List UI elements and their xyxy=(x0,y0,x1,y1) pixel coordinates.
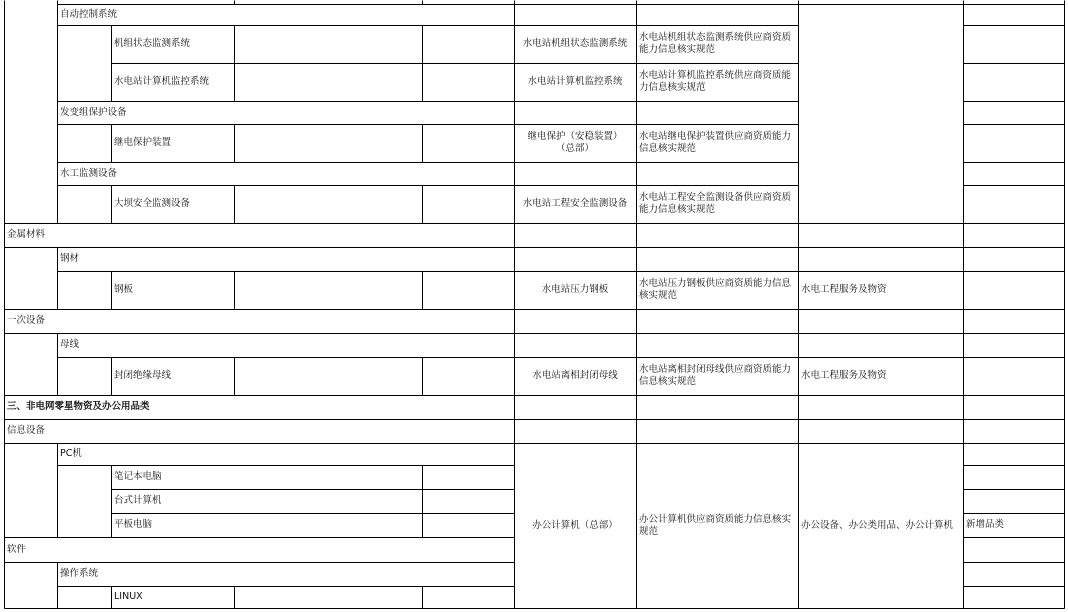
spec-cell: 水电站继电保护装置供应商资质能力信息核实规范 xyxy=(639,131,792,154)
remark-cell: 新增品类 xyxy=(966,519,1005,530)
spec-cell: 水电站离相封闭母线供应商资质能力信息核实规范 xyxy=(639,364,792,387)
level2-cell: PC机 xyxy=(60,448,82,459)
level3-cell: 钢板 xyxy=(114,284,134,295)
spec-cell: 水电站机组状态监测系统供应商资质能力信息核实规范 xyxy=(639,32,792,55)
level3-cell: 封闭绝缘母线 xyxy=(114,370,172,381)
level3-cell: 继电保护装置 xyxy=(114,137,172,148)
level2-cell: 操作系统 xyxy=(60,568,99,579)
category-cell: 水电站计算机监控系统 xyxy=(527,76,623,87)
spec-cell: 办公计算机供应商资质能力信息核实规范 xyxy=(639,513,792,537)
level1-cell: 一次设备 xyxy=(7,315,46,326)
level1-cell: 信息设备 xyxy=(7,425,46,436)
spec-cell: 水电站计算机监控系统供应商资质能力信息核实规范 xyxy=(639,70,792,93)
level2-cell: 母线 xyxy=(60,339,80,350)
level3-cell: 大坝安全监测设备 xyxy=(114,198,191,209)
group-cell: 水电工程服务及物资 xyxy=(801,284,887,295)
level4-cell: 平板电脑 xyxy=(114,519,153,530)
category-cell: 继电保护（安稳装置）（总部） xyxy=(527,131,623,154)
category-cell: 水电站离相封闭母线 xyxy=(532,370,618,381)
level2-cell: 自动控制系统 xyxy=(60,8,118,20)
level2-cell: 钢材 xyxy=(60,253,80,264)
level4-cell: 笔记本电脑 xyxy=(114,471,162,482)
level1-cell: 金属材料 xyxy=(7,229,46,240)
category-cell: 办公计算机（总部） xyxy=(532,519,618,531)
level4-cell: 台式计算机 xyxy=(114,495,162,506)
level2-cell: 水工监测设备 xyxy=(60,167,118,179)
spec-cell: 水电站压力钢板供应商资质能力信息核实规范 xyxy=(639,278,792,301)
group-cell: 办公设备、办公类用品、办公计算机 xyxy=(801,519,954,531)
category-cell: 水电站压力钢板 xyxy=(541,284,609,295)
group-cell: 水电工程服务及物资 xyxy=(801,370,887,381)
section-heading: 三、非电网零星物资及办公用品类 xyxy=(7,401,150,412)
spec-cell: 水电站工程安全监测设备供应商资质能力信息核实规范 xyxy=(639,192,792,215)
level1-cell: 软件 xyxy=(7,543,27,555)
level4-cell: LINUX xyxy=(114,591,143,602)
level2-cell: 发变组保护设备 xyxy=(60,106,127,118)
category-cell: 水电站机组状态监测系统 xyxy=(522,38,628,49)
category-cell: 水电站工程安全监测设备 xyxy=(522,198,628,209)
level3-cell: 水电站计算机监控系统 xyxy=(114,76,210,87)
level3-cell: 机组状态监测系统 xyxy=(114,38,191,49)
